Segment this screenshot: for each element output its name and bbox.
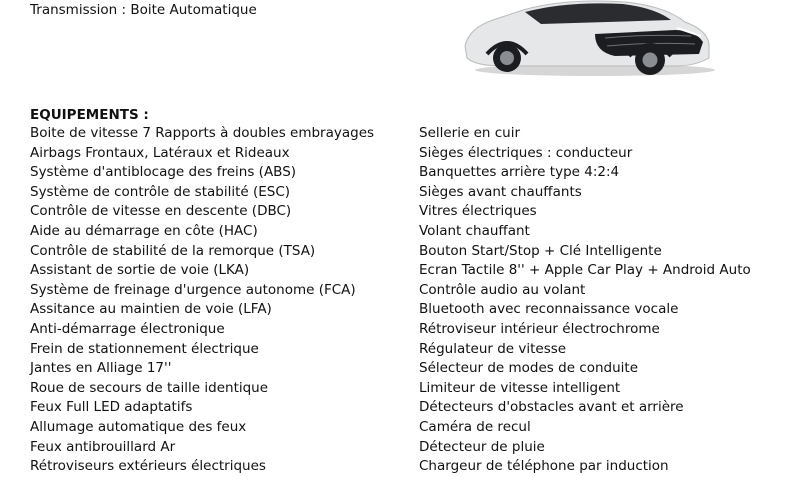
list-item: Assitance au maintien de voie (LFA) [30, 301, 272, 318]
list-item: Bouton Start/Stop + Clé Intelligente [419, 242, 662, 259]
list-item: Assistant de sortie de voie (LKA) [30, 262, 250, 279]
list-item: Roue de secours de taille identique [30, 379, 269, 396]
equipment-list-right [419, 124, 751, 477]
list-item: Anti-démarrage électronique [30, 320, 225, 337]
list-item: Système de contrôle de stabilité (ESC) [30, 183, 291, 200]
list-item: Sellerie en cuir [419, 125, 521, 141]
list-item: Système de freinage d'urgence autonome (FCA) [30, 281, 356, 298]
list-item: Rétroviseur intérieur électrochrome [419, 320, 660, 337]
car-photo-icon [445, 0, 720, 78]
list-item: Système d'antiblocage des freins (ABS) [30, 164, 297, 181]
list-item: Sélecteur de modes de conduite [419, 360, 639, 377]
list-item: Vitres électriques [419, 203, 537, 220]
list-item: Sièges avant chauffants [419, 183, 582, 200]
list-item: Caméra de recul [419, 418, 531, 435]
transmission-label: Transmission : Boite Automatique [30, 2, 257, 18]
list-item: Jantes en Alliage 17'' [30, 360, 172, 377]
list-item: Frein de stationnement électrique [30, 340, 259, 357]
list-item: Rétroviseurs extérieurs électriques [30, 458, 266, 475]
list-item: Volant chauffant [419, 222, 530, 239]
list-item: Allumage automatique des feux [30, 418, 247, 435]
list-item: Contrôle de vitesse en descente (DBC) [30, 203, 292, 220]
list-item: Aide au démarrage en côte (HAC) [30, 222, 258, 239]
list-item: Airbags Frontaux, Latéraux et Rideaux [30, 144, 290, 161]
list-item: Feux Full LED adaptatifs [30, 399, 193, 416]
list-item: Limiteur de vitesse intelligent [419, 379, 621, 396]
list-item: Ecran Tactile 8'' + Apple Car Play + Android Auto [419, 262, 751, 279]
equipments-heading: EQUIPEMENTS : [30, 107, 149, 123]
list-item: Contrôle de stabilité de la remorque (TSA) [30, 242, 316, 259]
list-item: Bluetooth avec reconnaissance vocale [419, 301, 679, 318]
list-item: Sièges électriques : conducteur [419, 144, 633, 161]
list-item: Contrôle audio au volant [419, 281, 586, 298]
list-item: Détecteurs d'obstacles avant et arrière [419, 399, 684, 416]
list-item: Feux antibrouillard Ar [30, 438, 176, 455]
list-item: Régulateur de vitesse [419, 340, 567, 357]
list-item: Chargeur de téléphone par induction [419, 458, 669, 475]
equipment-list-left [30, 124, 374, 477]
list-item: Banquettes arrière type 4:2:4 [419, 164, 620, 181]
list-item: Boite de vitesse 7 Rapports à doubles embrayages [30, 125, 375, 141]
list-item: Détecteur de pluie [419, 438, 545, 455]
